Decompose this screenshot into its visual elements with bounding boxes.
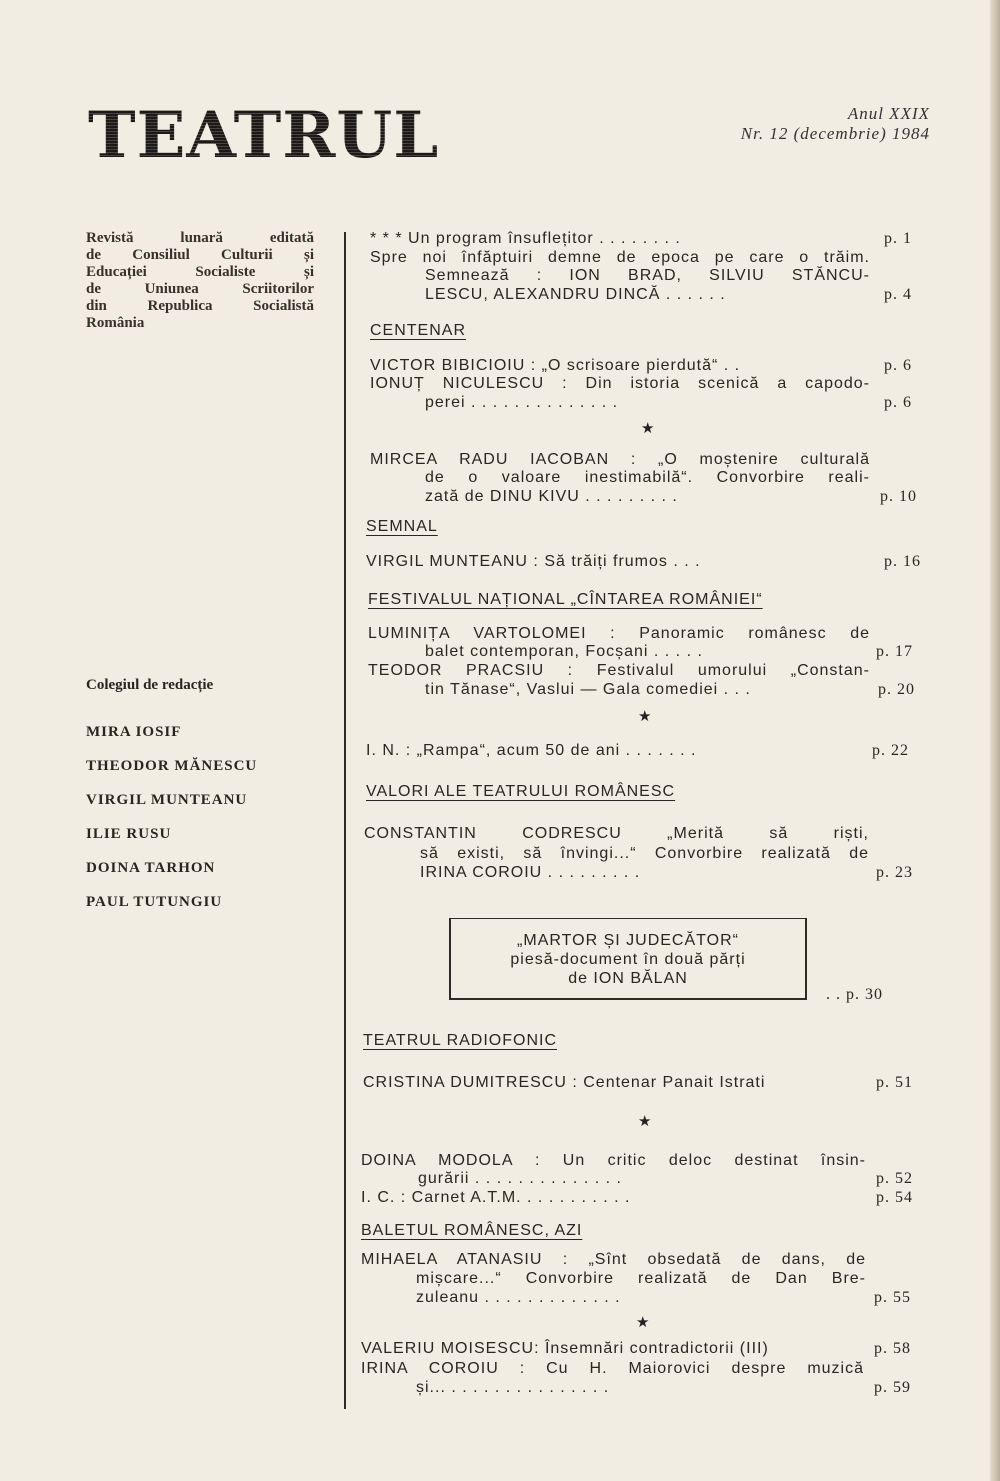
toc-entry xyxy=(416,1270,866,1288)
publisher-line: de Uniunea Scriitorilor xyxy=(86,281,314,297)
board-member: PAUL TUTUNGIU xyxy=(86,894,223,910)
toc-entry-text: să existi, să învingi...“ Convorbire realizată de xyxy=(420,845,869,862)
star-separator: ★ xyxy=(638,1114,652,1130)
page-number: p. 52 xyxy=(876,1170,913,1187)
board-member: MIRA IOSIF xyxy=(86,724,182,740)
section-heading: FESTIVALUL NAȚIONAL „CÎNTAREA ROMÂNIEI“ xyxy=(368,591,763,608)
toc-entry-text: TEODOR PRACSIU : Festivalul umorului „Constan- xyxy=(368,662,870,679)
toc-entry xyxy=(425,469,870,487)
toc-entry xyxy=(370,249,870,267)
publisher-line: Educației Socialiste și xyxy=(86,264,314,280)
publisher-line: România xyxy=(86,315,145,331)
volume-number: Anul XXIX xyxy=(847,104,930,123)
toc-entry: zată de DINU KIVU . . . . . . . . . xyxy=(425,488,678,505)
toc-entry xyxy=(370,451,870,469)
issue-number: Nr. 12 (decembrie) 1984 xyxy=(740,124,930,143)
publisher-line: Revistă lunară editată xyxy=(86,230,314,246)
page-number: . . p. 30 xyxy=(826,986,883,1003)
toc-entry: tin Tănase“, Vaslui — Gala comediei . . . xyxy=(425,681,751,698)
section-heading: CENTENAR xyxy=(370,322,467,339)
toc-entry: I. N. : „Rampa“, acum 50 de ani . . . . . . . xyxy=(366,742,697,759)
board-member: DOINA TARHON xyxy=(86,860,216,876)
toc-entry xyxy=(370,375,870,393)
magazine-title: TEATRUL xyxy=(88,96,488,176)
star-separator: ★ xyxy=(636,1315,650,1331)
toc-entry: LESCU, ALEXANDRU DINCĂ . . . . . . xyxy=(425,286,726,303)
toc-entry: gurării . . . . . . . . . . . . . . xyxy=(418,1170,622,1187)
featured-play-text xyxy=(451,919,805,988)
featured-play-author: de ION BĂLAN xyxy=(568,970,688,987)
board-member: THEODOR MĂNESCU xyxy=(86,758,258,774)
toc-entry-text: Spre noi înfăptuiri demne de epoca pe care o trăim. xyxy=(370,249,870,266)
toc-entry xyxy=(364,825,869,843)
page-number: p. 4 xyxy=(884,286,912,303)
section-heading: TEATRUL RADIOFONIC xyxy=(363,1032,558,1049)
section-heading: VALORI ALE TEATRULUI ROMÂNESC xyxy=(366,783,676,800)
toc-entry: * * * Un program însuflețitor . . . . . . . . xyxy=(370,230,681,247)
toc-entry-text: IONUȚ NICULESCU : Din istoria scenică a capodo- xyxy=(370,375,870,392)
toc-entry: VIRGIL MUNTEANU : Să trăiți frumos . . . xyxy=(366,553,701,570)
publisher-line: din Republica Socialistă xyxy=(86,298,314,314)
board-member: VIRGIL MUNTEANU xyxy=(86,792,248,808)
featured-play-box xyxy=(449,918,807,1000)
publisher-line: de Consiliul Culturii și xyxy=(86,247,314,263)
page-number: p. 59 xyxy=(874,1379,911,1396)
toc-entry-text: MIRCEA RADU IACOBAN : „O moștenire culturală xyxy=(370,451,870,468)
toc-entry-text: de o valoare inestimabilă“. Convorbire reali- xyxy=(425,469,870,486)
toc-entry-text: mișcare...“ Convorbire realizată de Dan Bre- xyxy=(416,1270,866,1287)
toc-entry xyxy=(361,1251,866,1269)
toc-entry: balet contemporan, Focșani . . . . . xyxy=(425,643,703,660)
page-number: p. 6 xyxy=(884,357,912,374)
page-number: p. 20 xyxy=(878,681,915,698)
toc-entry xyxy=(425,267,870,285)
star-separator: ★ xyxy=(638,709,652,725)
page-number: p. 6 xyxy=(884,394,912,411)
page-number: p. 10 xyxy=(880,488,917,505)
toc-entry-text: DOINA MODOLA : Un critic deloc destinat însin- xyxy=(361,1152,866,1169)
section-heading: BALETUL ROMÂNESC, AZI xyxy=(361,1222,583,1239)
toc-entry xyxy=(420,845,869,863)
toc-entry-text: IRINA COROIU : Cu H. Maiorovici despre muzică xyxy=(361,1360,864,1377)
toc-entry xyxy=(361,1360,864,1378)
page-number: p. 23 xyxy=(876,864,913,881)
toc-entry: CRISTINA DUMITRESCU : Centenar Panait Istrati xyxy=(363,1074,766,1091)
toc-entry: zuleanu . . . . . . . . . . . . . xyxy=(416,1289,621,1306)
featured-play-title: „MARTOR ȘI JUDECĂTOR“ xyxy=(517,932,739,949)
editorial-board-title: Colegiul de redacție xyxy=(86,677,214,693)
star-separator: ★ xyxy=(641,421,655,437)
page-number: p. 58 xyxy=(874,1340,911,1357)
toc-entry: VICTOR BIBICIOIU : „O scrisoare pierdută“ . . xyxy=(370,357,741,374)
toc-entry: și... . . . . . . . . . . . . . . . xyxy=(416,1379,610,1396)
page-number: p. 1 xyxy=(884,230,912,247)
page-number: p. 55 xyxy=(874,1289,911,1306)
page-number: p. 54 xyxy=(876,1189,913,1206)
toc-entry: I. C. : Carnet A.T.M. . . . . . . . . . . xyxy=(361,1189,631,1206)
page-number: p. 16 xyxy=(884,553,921,570)
toc-entry: VALERIU MOISESCU: Însemnări contradictorii (III) xyxy=(361,1340,769,1357)
toc-entry xyxy=(368,625,870,643)
page-number: p. 17 xyxy=(876,643,913,660)
toc-entry-text: CONSTANTIN CODRESCU „Merită să riști, xyxy=(364,825,869,842)
toc-entry xyxy=(368,662,870,680)
toc-entry xyxy=(361,1152,866,1170)
toc-entry-text: Semnează : ION BRAD, SILVIU STĂNCU- xyxy=(425,267,870,284)
section-heading: SEMNAL xyxy=(366,518,438,535)
toc-entry-text: MIHAELA ATANASIU : „Sînt obsedată de dans, de xyxy=(361,1251,866,1268)
toc-entry: IRINA COROIU . . . . . . . . . xyxy=(420,864,641,881)
toc-entry-text: LUMINIȚA VARTOLOMEI : Panoramic românesc de xyxy=(368,625,870,642)
toc-entry: perei . . . . . . . . . . . . . . xyxy=(425,394,619,411)
featured-play-subtitle: piesă-document în două părți xyxy=(510,951,746,968)
board-member: ILIE RUSU xyxy=(86,826,172,842)
page-number: p. 22 xyxy=(872,742,909,759)
page-number: p. 51 xyxy=(876,1074,913,1091)
